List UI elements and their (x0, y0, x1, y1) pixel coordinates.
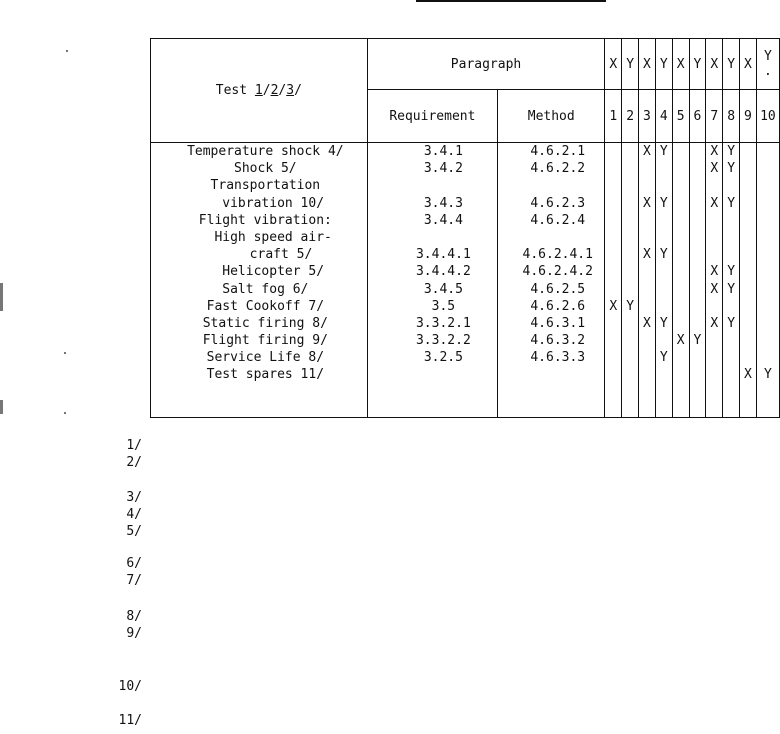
test-mark (673, 298, 689, 315)
test-mark (605, 177, 621, 194)
test-mark (673, 177, 689, 194)
requirement-ref: 3.3.2.1 (415, 315, 471, 331)
xy-header: Y . (756, 39, 779, 90)
test-mark: Y (659, 144, 668, 159)
column-number: 1 (605, 90, 622, 143)
test-mark: Y (727, 161, 736, 177)
requirement-ref: 3.4.5 (423, 281, 463, 297)
test-mark (706, 366, 722, 383)
test-mark (639, 281, 655, 298)
requirement-column (367, 143, 497, 418)
test-mark (757, 263, 779, 280)
test-mark: X (710, 315, 719, 331)
requirement-ref: 3.4.3 (423, 195, 463, 211)
test-mark: Y (764, 367, 772, 383)
test-mark (690, 366, 706, 383)
test-mark (706, 212, 722, 229)
test-name: Static firing 8/ (202, 315, 328, 331)
footnote-marker: 3/ (126, 490, 142, 505)
column-number: 6 (689, 90, 706, 143)
test-mark (706, 298, 722, 315)
test-mark: X (609, 298, 618, 314)
test-mark (622, 160, 638, 177)
test-mark (757, 195, 779, 212)
test-mark (673, 229, 689, 246)
method-ref: 4.6.2.2 (530, 161, 586, 177)
test-mark (723, 177, 739, 194)
test-mark (673, 281, 689, 298)
test-mark (740, 177, 756, 194)
test-mark (622, 246, 638, 263)
requirement-ref: 3.4.4.2 (415, 264, 471, 280)
test-mark (723, 229, 739, 246)
test-mark (639, 229, 655, 246)
requirement-header: Requirement (367, 90, 497, 143)
test-mark (757, 298, 779, 315)
method-ref: 4.6.2.5 (530, 281, 586, 297)
test-mark (690, 281, 706, 298)
footnote-marker: 11/ (118, 713, 142, 728)
test-mark (740, 298, 756, 315)
requirement-ref: 3.4.1 (423, 144, 463, 159)
requirement-ref: 3.2.5 (423, 350, 463, 366)
test-mark: Y (626, 298, 635, 314)
test-mark (605, 332, 621, 349)
requirement-ref (368, 177, 497, 194)
test-mark (740, 160, 756, 177)
test-name-column (151, 143, 368, 418)
test-name: Shock 5/ (234, 161, 297, 177)
test-mark: Y (659, 315, 668, 331)
test-mark (673, 160, 689, 177)
method-ref: 4.6.3.1 (530, 315, 586, 331)
xy-header: X (605, 39, 622, 90)
test-mark: Y (727, 144, 736, 159)
test-mark (740, 281, 756, 298)
test-mark: X (676, 333, 685, 349)
test-mark: X (643, 144, 651, 159)
test-mark (757, 315, 779, 332)
column-number: 2 (622, 90, 639, 143)
test-name: Flight firing 9/ (202, 333, 328, 349)
test-mark (605, 349, 621, 366)
mark-column-5 (672, 143, 689, 418)
test-mark: Y (727, 195, 736, 211)
test-mark (690, 298, 706, 315)
mark-column-1 (605, 143, 622, 418)
test-name: Temperature shock 4/ (187, 144, 344, 159)
test-mark (605, 195, 621, 212)
xy-header: X (740, 39, 757, 90)
mark-column-6 (689, 143, 706, 418)
test-mark (656, 263, 672, 280)
test-mark: Y (659, 195, 668, 211)
footnote-marker: 7/ (126, 573, 142, 588)
test-mark: X (643, 195, 651, 211)
test-name: craft 5/ (218, 247, 313, 263)
test-mark (706, 177, 722, 194)
test-mark (605, 229, 621, 246)
test-mark (656, 212, 672, 229)
test-mark (690, 263, 706, 280)
footnote-marker: 1/ (126, 438, 142, 453)
test-mark (740, 332, 756, 349)
test-mark (605, 315, 621, 332)
test-mark (757, 143, 779, 160)
column-number: 10 (756, 90, 779, 143)
test-mark (723, 366, 739, 383)
test-mark (723, 212, 739, 229)
test-mark (690, 143, 706, 160)
test-mark (605, 263, 621, 280)
test-mark (639, 212, 655, 229)
test-mark (673, 263, 689, 280)
mark-column-9 (740, 143, 757, 418)
requirement-ref: 3.4.4 (423, 212, 463, 228)
test-name: Fast Cookoff 7/ (206, 298, 325, 314)
test-mark: X (643, 315, 651, 331)
method-ref: 4.6.2.3 (530, 195, 586, 211)
mark-column-10 (756, 143, 779, 418)
test-name: Flight vibration: (198, 212, 332, 228)
method-ref: 4.6.2.4.1 (522, 247, 593, 263)
requirement-ref (368, 229, 497, 246)
requirement-ref: 3.5 (431, 298, 456, 314)
xy-header: Y (622, 39, 639, 90)
test-mark (656, 332, 672, 349)
test-mark (605, 246, 621, 263)
method-column (498, 143, 605, 418)
test-mark (723, 332, 739, 349)
test-mark (757, 246, 779, 263)
test-mark (622, 177, 638, 194)
test-mark (673, 366, 689, 383)
test-mark (622, 212, 638, 229)
test-mark (622, 229, 638, 246)
test-mark: Y (727, 264, 736, 280)
method-ref: 4.6.3.3 (530, 350, 586, 366)
column-number: 4 (655, 90, 672, 143)
test-mark: X (710, 281, 719, 297)
test-name: Service Life 8/ (206, 350, 325, 366)
test-mark (639, 332, 655, 349)
test-mark (740, 263, 756, 280)
test-mark: Y (659, 350, 668, 366)
xy-header: X (672, 39, 689, 90)
test-mark (740, 212, 756, 229)
test-mark (639, 177, 655, 194)
test-mark (690, 229, 706, 246)
test-mark: X (710, 161, 719, 177)
test-mark (706, 229, 722, 246)
test-mark (656, 366, 672, 383)
test-mark: X (710, 264, 719, 280)
xy-header: Y (689, 39, 706, 90)
test-mark: Y (727, 281, 736, 297)
test-mark (723, 298, 739, 315)
test-mark (622, 315, 638, 332)
test-mark (622, 281, 638, 298)
test-mark (639, 263, 655, 280)
test-mark (605, 143, 621, 160)
test-mark (723, 246, 739, 263)
method-header: Method (498, 90, 605, 143)
test-mark (656, 160, 672, 177)
method-ref: 4.6.2.6 (530, 298, 586, 314)
test-mark (706, 349, 722, 366)
test-mark (656, 298, 672, 315)
test-mark (622, 195, 638, 212)
paragraph-header: Paragraph (367, 39, 605, 90)
footnote-marker: 10/ (118, 679, 142, 694)
test-mark (690, 212, 706, 229)
test-mark: Y (727, 315, 736, 331)
test-mark (757, 229, 779, 246)
test-mark (656, 177, 672, 194)
test-name: Helicopter 5/ (206, 264, 325, 280)
footnote-marker: 2/ (126, 455, 142, 470)
mark-column-8 (723, 143, 740, 418)
requirement-ref: 3.3.2.2 (415, 333, 471, 349)
test-mark (757, 349, 779, 366)
xy-header: Y (723, 39, 740, 90)
test-mark (673, 246, 689, 263)
test-mark (622, 143, 638, 160)
requirement-ref: 3.4.4.1 (415, 247, 471, 263)
test-mark (740, 246, 756, 263)
method-ref (498, 229, 604, 246)
test-mark (605, 212, 621, 229)
test-name: Salt fog 6/ (222, 281, 309, 297)
test-mark (656, 281, 672, 298)
requirement-ref: 3.4.2 (423, 161, 463, 177)
test-mark (757, 332, 779, 349)
test-mark (639, 366, 655, 383)
test-mark: X (710, 144, 719, 159)
footnote-marker: 5/ (126, 524, 142, 539)
xy-header: Y (655, 39, 672, 90)
test-mark (757, 212, 779, 229)
method-ref: 4.6.3.2 (530, 333, 586, 349)
test-mark (690, 315, 706, 332)
test-mark (740, 195, 756, 212)
test-mark (740, 315, 756, 332)
test-mark: Y (693, 333, 702, 349)
mark-column-4 (655, 143, 672, 418)
test-mark (639, 349, 655, 366)
test-mark (706, 246, 722, 263)
test-mark (622, 366, 638, 383)
test-mark (639, 298, 655, 315)
column-number: 9 (740, 90, 757, 143)
test-mark (605, 160, 621, 177)
test-mark (690, 195, 706, 212)
method-ref (498, 366, 604, 383)
mark-column-3 (639, 143, 656, 418)
column-number: 7 (706, 90, 723, 143)
test-mark (706, 332, 722, 349)
footnote-marker: 9/ (126, 626, 142, 641)
test-mark: X (710, 195, 719, 211)
test-mark (622, 349, 638, 366)
footnote-marker: 6/ (126, 556, 142, 571)
test-mark (740, 143, 756, 160)
test-mark (690, 349, 706, 366)
test-mark: X (744, 367, 752, 383)
test-mark (690, 160, 706, 177)
test-mark (605, 281, 621, 298)
test-name: Test spares 11/ (206, 367, 325, 383)
test-mark (690, 246, 706, 263)
test-mark: X (643, 247, 651, 263)
test-mark (656, 229, 672, 246)
mark-column-2 (622, 143, 639, 418)
column-number: 3 (639, 90, 656, 143)
test-mark (740, 349, 756, 366)
test-name: High speed air- (198, 229, 332, 245)
requirement-ref (368, 366, 497, 383)
xy-header: X (706, 39, 723, 90)
test-mark (673, 212, 689, 229)
test-mark (622, 332, 638, 349)
test-name: Transportation (210, 178, 321, 194)
top-rule (416, 0, 606, 2)
test-mark (639, 160, 655, 177)
mark-column-7 (706, 143, 723, 418)
test-mark (690, 177, 706, 194)
test-mark (673, 195, 689, 212)
column-number: 8 (723, 90, 740, 143)
footnote-marker: 4/ (126, 507, 142, 522)
test-name: vibration 10/ (206, 195, 325, 211)
test-mark (673, 315, 689, 332)
test-mark (757, 160, 779, 177)
method-ref: 4.6.2.1 (530, 144, 586, 159)
method-ref: 4.6.2.4 (530, 212, 586, 228)
column-number: 5 (672, 90, 689, 143)
test-mark (757, 281, 779, 298)
test-mark (757, 177, 779, 194)
method-ref (498, 177, 604, 194)
test-mark (605, 366, 621, 383)
test-mark (740, 229, 756, 246)
test-mark (723, 349, 739, 366)
test-mark (673, 143, 689, 160)
test-mark (622, 263, 638, 280)
test-header: Test 1/2/3/ (151, 39, 368, 143)
test-mark: Y (659, 247, 668, 263)
xy-header: X (639, 39, 656, 90)
test-mark (673, 349, 689, 366)
footnote-marker: 8/ (126, 609, 142, 624)
test-matrix-table (150, 38, 780, 418)
method-ref: 4.6.2.4.2 (522, 264, 593, 280)
